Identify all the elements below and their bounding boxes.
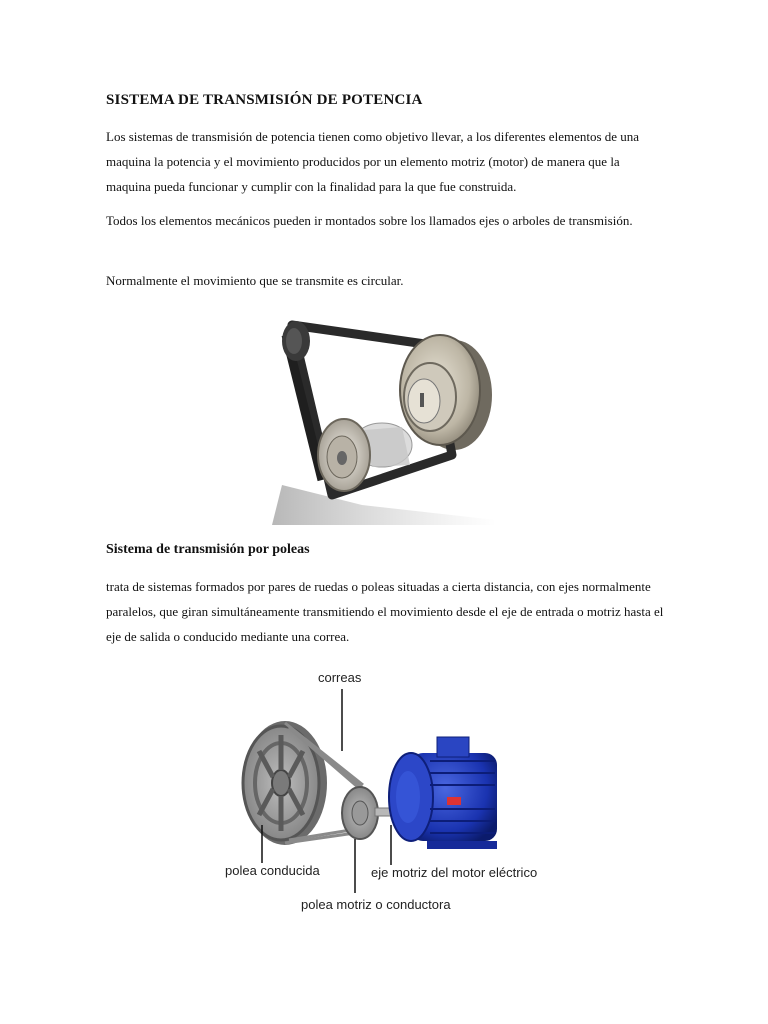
section-heading: Sistema de transmisión por poleas bbox=[106, 542, 310, 557]
label-polea-motriz: polea motriz o conductora bbox=[301, 897, 451, 912]
label-polea-conducida: polea conducida bbox=[225, 863, 320, 878]
label-eje-motriz: eje motriz del motor eléctrico bbox=[371, 865, 538, 880]
page-title: SISTEMA DE TRANSMISIÓN DE POTENCIA bbox=[106, 92, 423, 108]
label-correas: correas bbox=[318, 670, 362, 685]
belt-drive-illustration bbox=[272, 305, 496, 525]
circular-motion-paragraph: Normalmente el movimiento que se transmite es circular. bbox=[106, 273, 404, 288]
pulley-system-paragraph: trata de sistemas formados por pares de ruedas o poleas situadas a cierta distancia, con ejes normalmente paralelos, que giran simultáneamente transmitiendo el movimiento desde el eje de entrada o motriz hasta el eje de salida o conducido mediante una correa. bbox=[106, 579, 664, 644]
shafts-paragraph: Todos los elementos mecánicos pueden ir montados sobre los llamados ejes o arboles de transmisión. bbox=[106, 213, 633, 228]
electric-motor bbox=[389, 737, 497, 849]
intro-paragraph: Los sistemas de transmisión de potencia tienen como objetivo llevar, a los diferentes elementos de una maquina la potencia y el movimiento producidos por un elemento motriz (motor) de manera que la maquina pueda funcionar y cumplir con la finalidad para la que fue construida. bbox=[106, 129, 640, 194]
pulley-motor-diagram bbox=[215, 665, 560, 915]
large-pulley bbox=[243, 721, 327, 845]
